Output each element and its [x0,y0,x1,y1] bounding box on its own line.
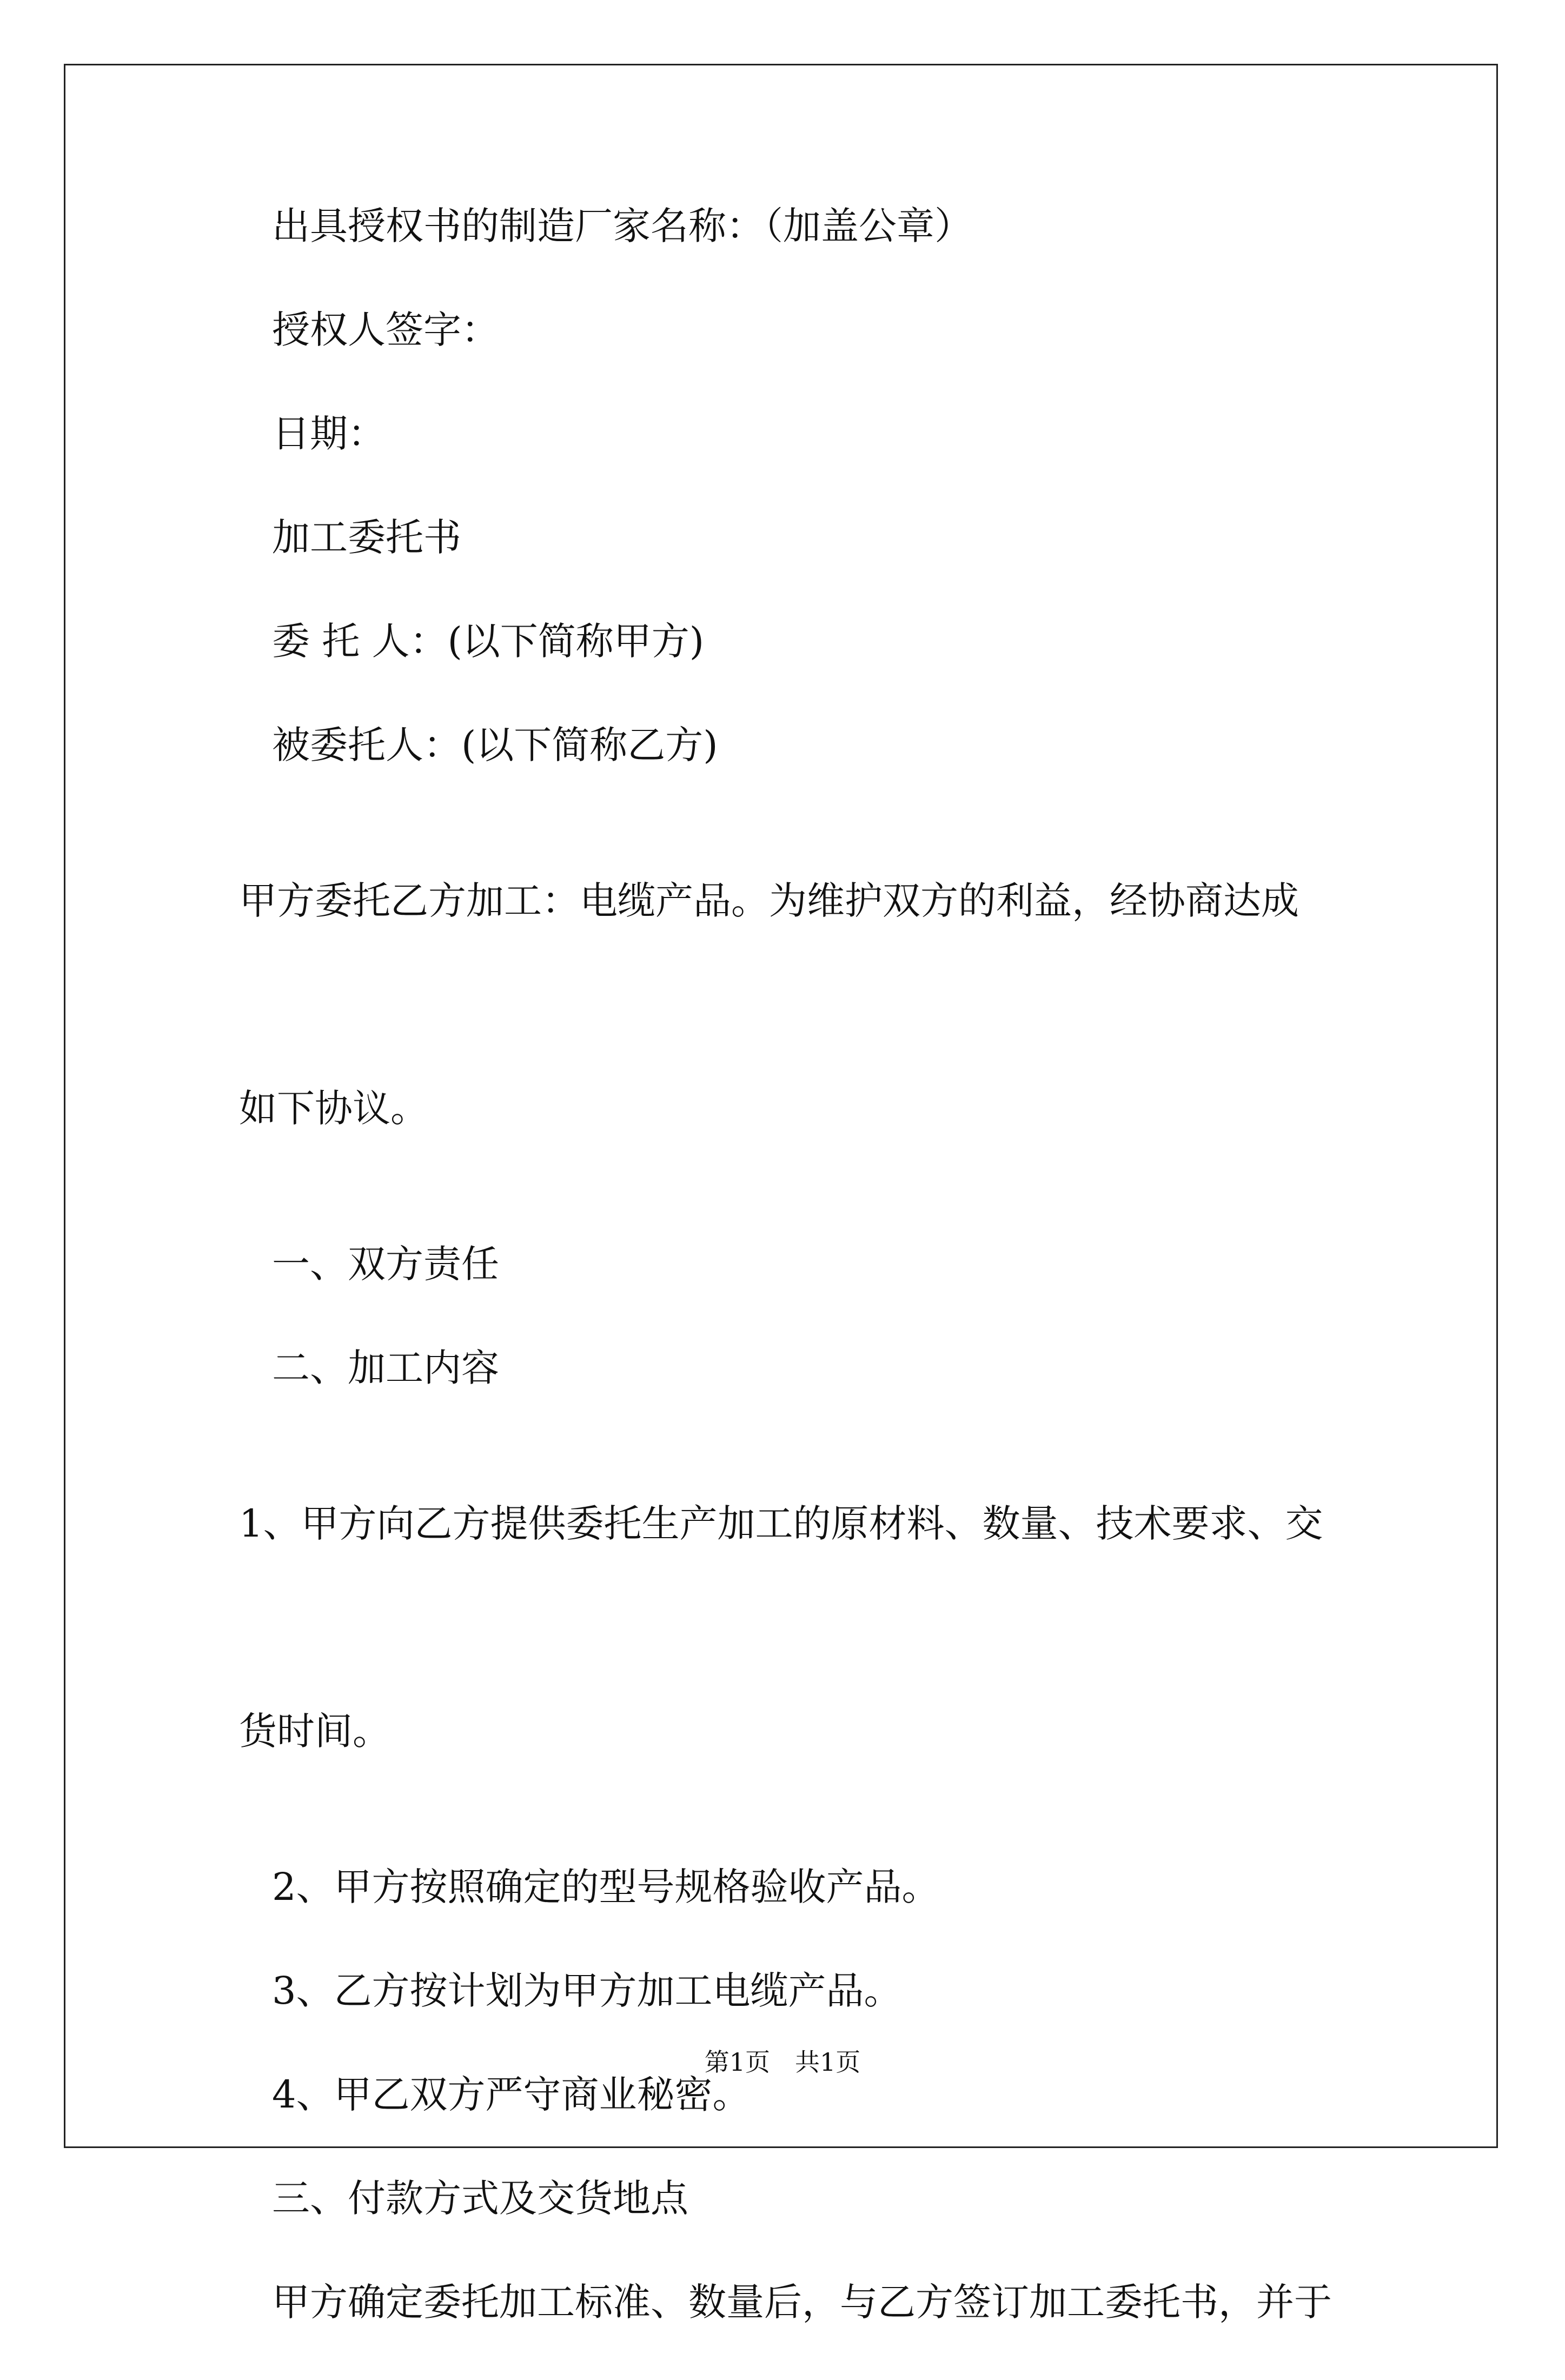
agreement-paragraph [191,823,1381,979]
item-1-paragraph-cont [191,1653,1381,1809]
agent-line: 被委托人：(以下简称乙方) [272,723,718,767]
item-4-paragraph: 4、甲乙双方严守商业秘密。 [272,2072,751,2117]
document-title: 加工委托书 [272,515,461,560]
agreement-line-2: 如下协议。 [239,1086,429,1131]
section-heading-1: 一、双方责任 [272,1242,499,1286]
item-2-paragraph: 2、甲方按照确定的型号规格验收产品。 [272,1865,940,1909]
section-heading-3: 三、付款方式及交货地点 [272,2176,688,2221]
item-1-line-1: 1、甲方向乙方提供委托生产加工的原材料、数量、技术要求、交 [239,1501,1323,1546]
authorizer-signature-line: 授权人签字： [272,308,499,352]
item-1-paragraph [191,1446,1381,1601]
agreement-line-1: 甲方委托乙方加工：电缆产品。为维护双方的利益，经协商达成 [239,879,1299,923]
last-paragraph: 甲方确定委托加工标准、数量后，与乙方签订加工委托书，并于 [272,2280,1332,2324]
date-line: 日期： [272,411,386,456]
item-1-line-2: 货时间。 [239,1709,391,1753]
agreement-paragraph-cont [191,1031,1381,1186]
section-heading-2: 二、加工内容 [272,1346,499,1390]
page-footer [0,2046,1565,2078]
principal-line: 委 托 人：(以下简称甲方) [272,619,705,663]
manufacturer-name-line: 出具授权书的制造厂家名称：（加盖公章） [272,204,972,248]
page-number-label: 第1页 共1页 [704,2047,861,2077]
item-3-paragraph: 3、乙方按计划为甲方加工电缆产品。 [272,1969,902,2013]
